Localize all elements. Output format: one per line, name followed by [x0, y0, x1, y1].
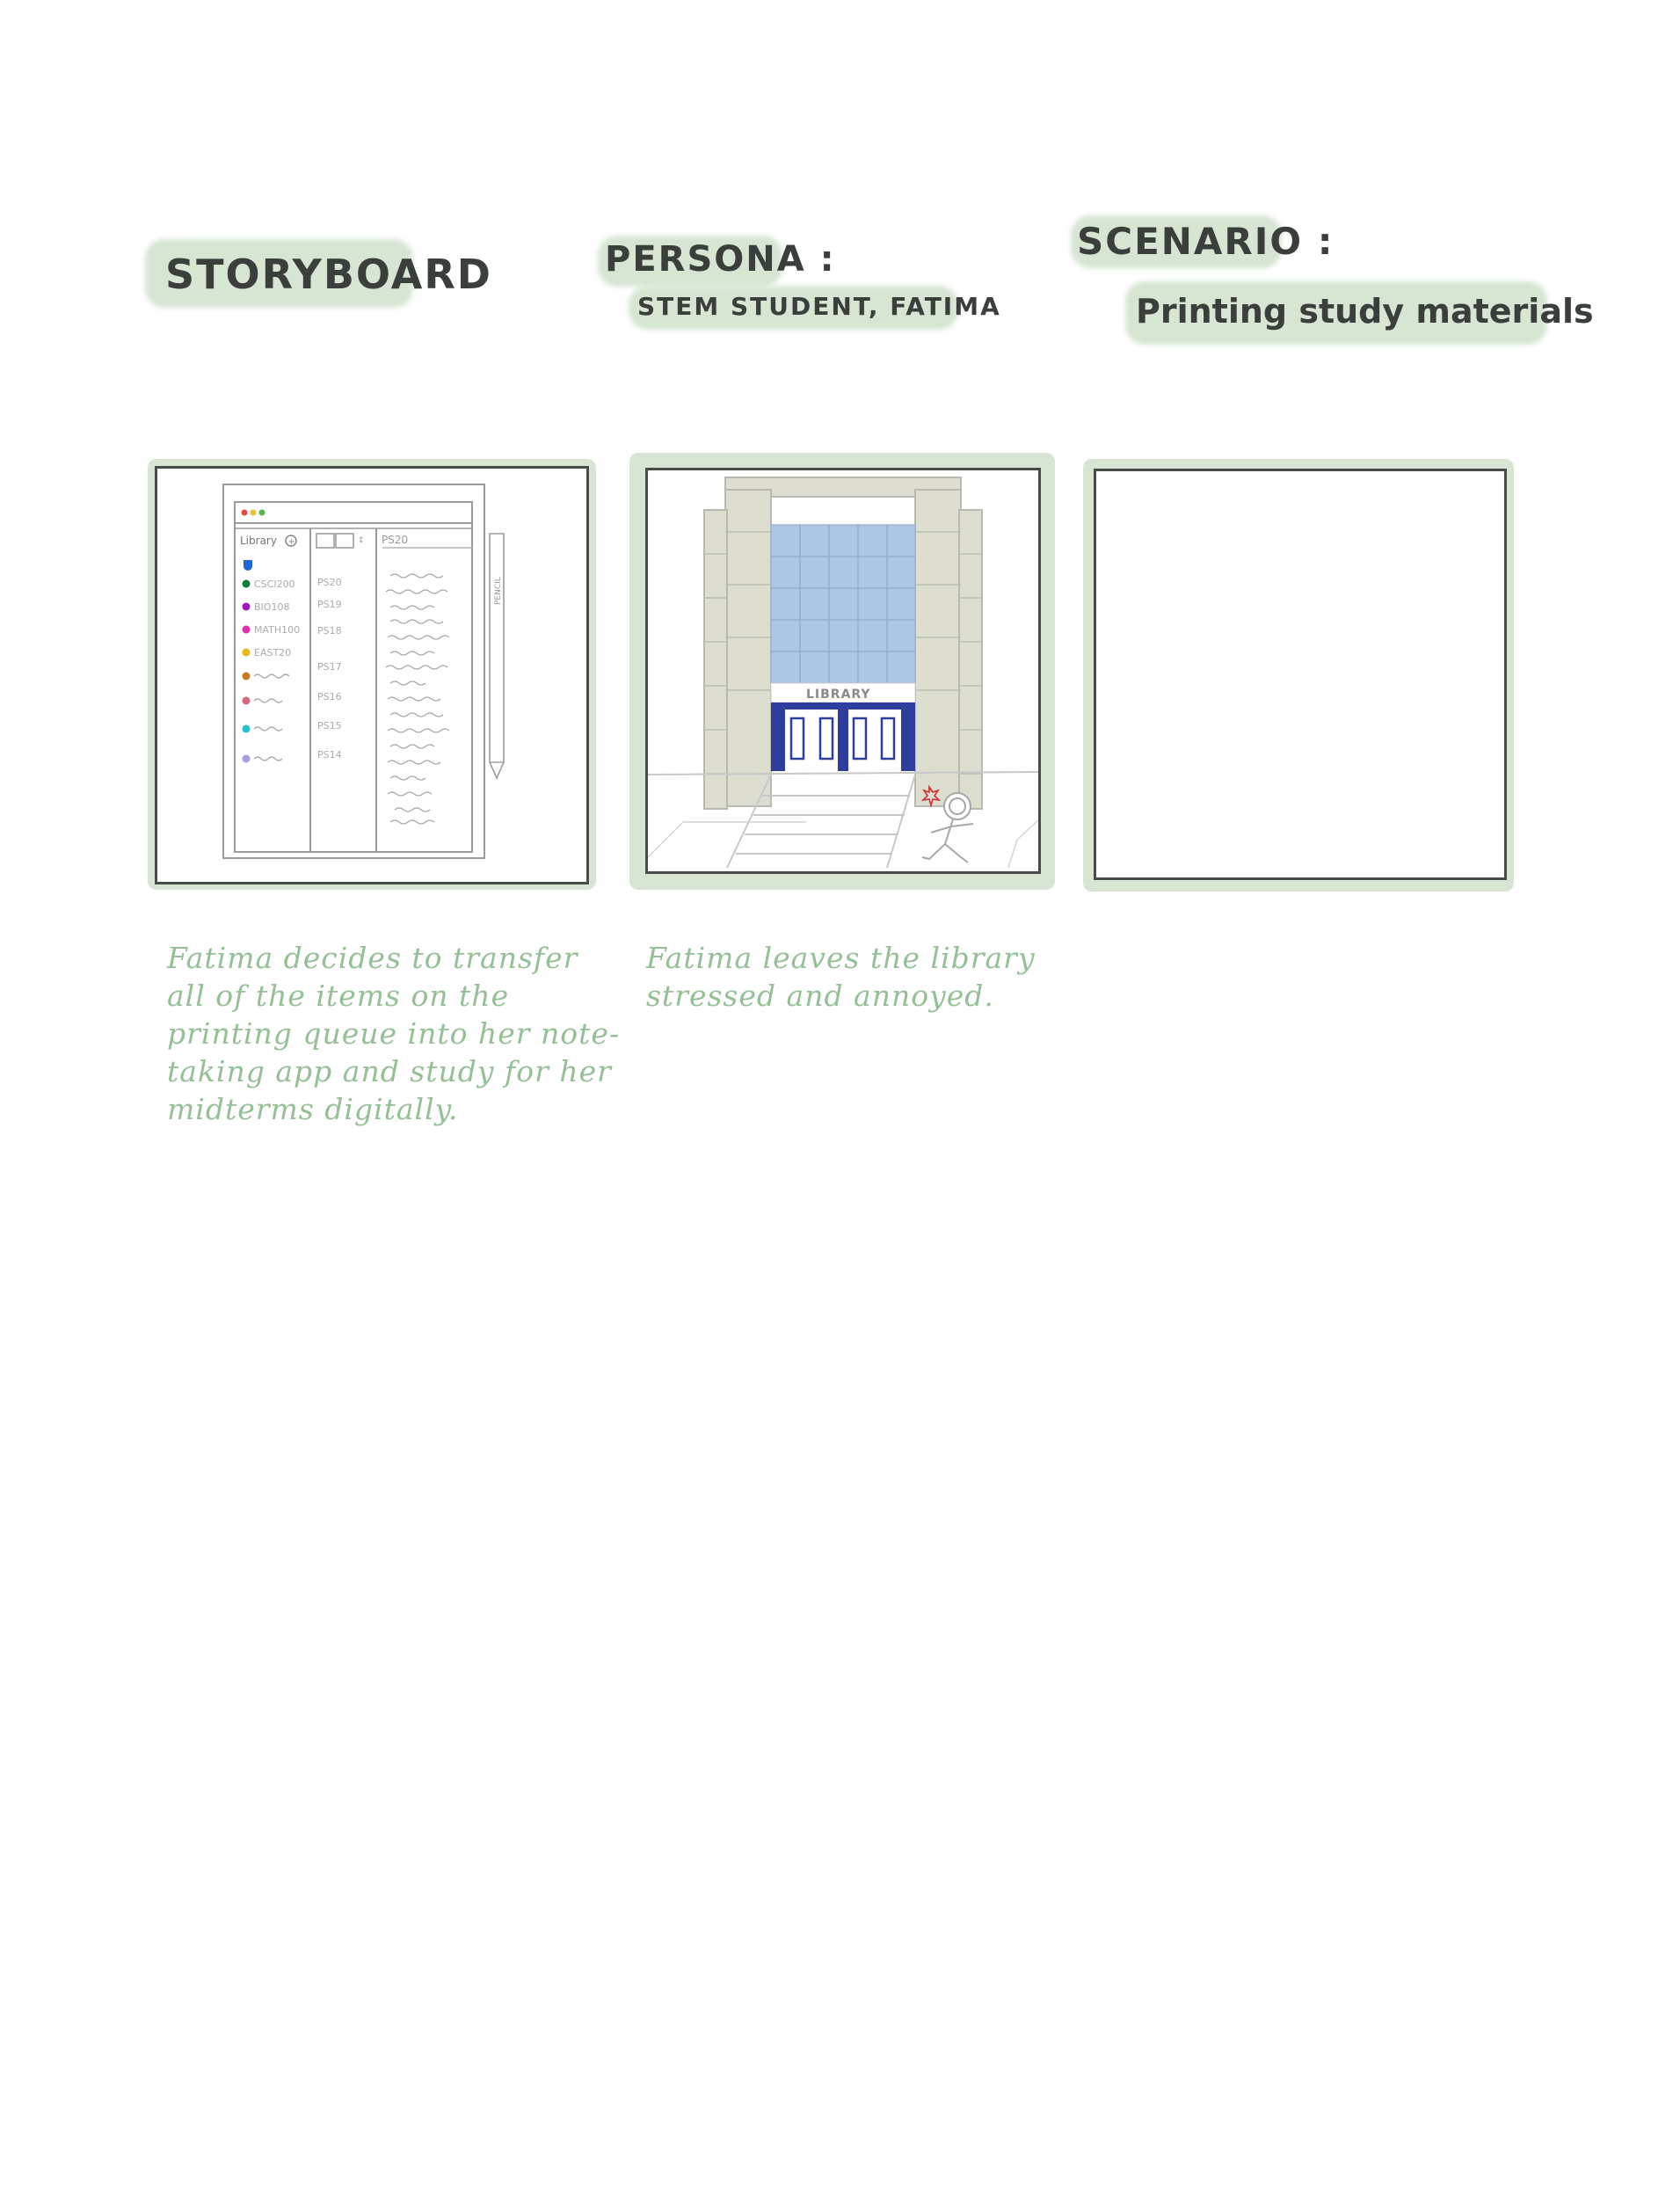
course-dot — [243, 755, 251, 763]
shield-icon — [244, 560, 252, 571]
persona-label: PERSONA : — [605, 239, 836, 280]
course-dot — [243, 603, 251, 611]
pencil-icon — [490, 534, 504, 778]
file-item: PS18 — [317, 625, 342, 637]
panel-1 — [155, 466, 589, 884]
library-scene — [648, 470, 1038, 871]
pencil-label: PENCIL — [494, 577, 503, 605]
panel-2-caption: Fatima leaves the library stressed and annoyed. — [646, 941, 1036, 1013]
panel-3 — [1094, 469, 1507, 880]
svg-text:↕: ↕ — [358, 536, 365, 545]
tablet-sketch — [157, 469, 586, 882]
file-item: PS19 — [317, 599, 342, 610]
course-dot — [243, 725, 251, 733]
open-file-title: PS20 — [382, 534, 409, 546]
svg-text:+: + — [287, 537, 295, 547]
file-item: PS14 — [317, 749, 342, 761]
course-item: MATH100 — [254, 624, 301, 636]
file-item: PS17 — [317, 661, 342, 673]
library-label: Library — [240, 535, 277, 547]
library-sign: LIBRARY — [806, 688, 871, 702]
persona-value: STEM STUDENT, FATIMA — [637, 292, 1001, 321]
course-item: CSCI200 — [254, 579, 295, 590]
file-item: PS15 — [317, 720, 342, 731]
scenario-value: Printing study materials — [1136, 292, 1594, 331]
course-dot — [243, 580, 251, 588]
file-item: PS16 — [317, 691, 342, 702]
course-dot — [243, 626, 251, 634]
panel-1-caption: Fatima decides to transfer all of the items on the printing queue into her note-taking app and study for her midterms digitally. — [167, 941, 621, 1126]
storyboard-title: STORYBOARD — [165, 251, 492, 298]
glass-facade — [771, 525, 915, 683]
course-dot — [243, 697, 251, 705]
course-item: EAST20 — [254, 647, 292, 659]
course-item: BIO108 — [254, 601, 290, 613]
file-item: PS20 — [317, 577, 342, 588]
scenario-label: SCENARIO : — [1077, 220, 1335, 263]
course-dot — [243, 673, 251, 681]
panel-2 — [645, 468, 1041, 874]
course-dot — [243, 649, 251, 657]
